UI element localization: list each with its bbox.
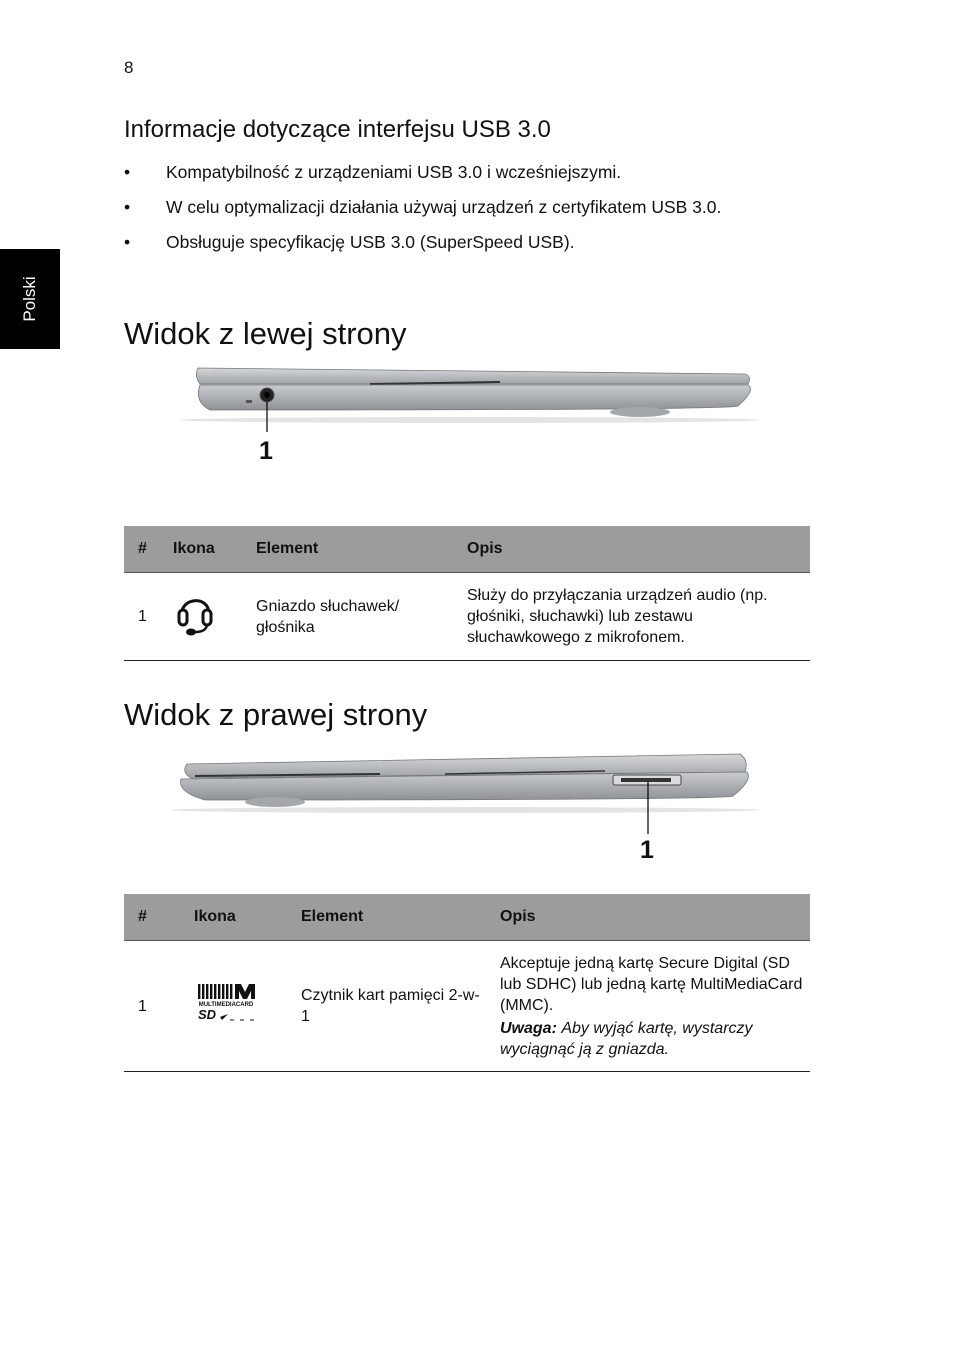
table-header-row [124,894,810,941]
usb-feature-list [124,160,764,265]
bullet: • [124,197,131,217]
language-tab-label: Polski [20,276,39,322]
element-description: Służy do przyłączania urządzeń audio (np. głośniki, słuchawki) lub zestawu słuchawkowego z mikrofonem. [453,573,810,661]
column-header: Opis [486,894,810,941]
usb-heading: Informacje dotyczące interfejsu USB 3.0 [124,116,551,143]
left-view-title: Widok z lewej strony [124,316,407,351]
card-reader-icon [194,982,264,1024]
column-header: Ikona [159,526,242,573]
svg-text:SD: SD [198,1007,217,1022]
page-number: 8 [124,58,134,77]
icon-cell [159,573,242,661]
column-header: Ikona [180,894,287,941]
list-item: • Obsługuje specyfikację USB 3.0 (SuperSpeed USB). [124,232,575,252]
element-description: Akceptuje jedną kartę Secure Digital (SD lub SDHC) lub jedną kartę MultiMediaCard (MMC). [500,954,803,1014]
column-header: # [124,526,159,573]
note-label: Uwaga: [500,1019,557,1037]
column-header: Element [242,526,453,573]
headset-icon [173,590,217,638]
note [500,1018,810,1060]
bullet: • [124,232,131,252]
right-view-table [124,894,810,1072]
right-view-title: Widok z prawej strony [124,697,428,732]
column-header: Opis [453,526,810,573]
callout-number: 1 [259,437,273,465]
svg-text:MULTIMEDIACARD: MULTIMEDIACARD [198,1002,254,1008]
left-view-table [124,526,810,661]
list-item: • Kompatybilność z urządzeniami USB 3.0 i wcześniejszymi. [124,162,622,182]
bullet: • [124,162,131,182]
laptop-left-side-image [170,362,770,436]
callout-number: 1 [640,836,654,864]
element-name: Gniazdo słuchawek/ głośnika [242,573,453,661]
element-description-cell [486,941,810,1072]
column-header: # [124,894,180,941]
language-tab [0,249,60,349]
laptop-right-side-image [165,750,770,840]
table-row [124,941,810,1072]
row-number: 1 [124,573,159,661]
icon-cell [180,941,287,1072]
table-row [124,573,810,661]
element-name: Czytnik kart pamięci 2-w-1 [287,941,486,1072]
note-text: Aby wyjąć kartę, wystarczy wyciągnąć ją z gniazda. [500,1019,753,1058]
table-header-row [124,526,810,573]
column-header: Element [287,894,486,941]
list-item: • W celu optymalizacji działania używaj urządzeń z certyfikatem USB 3.0. [124,197,722,217]
row-number: 1 [124,941,180,1072]
